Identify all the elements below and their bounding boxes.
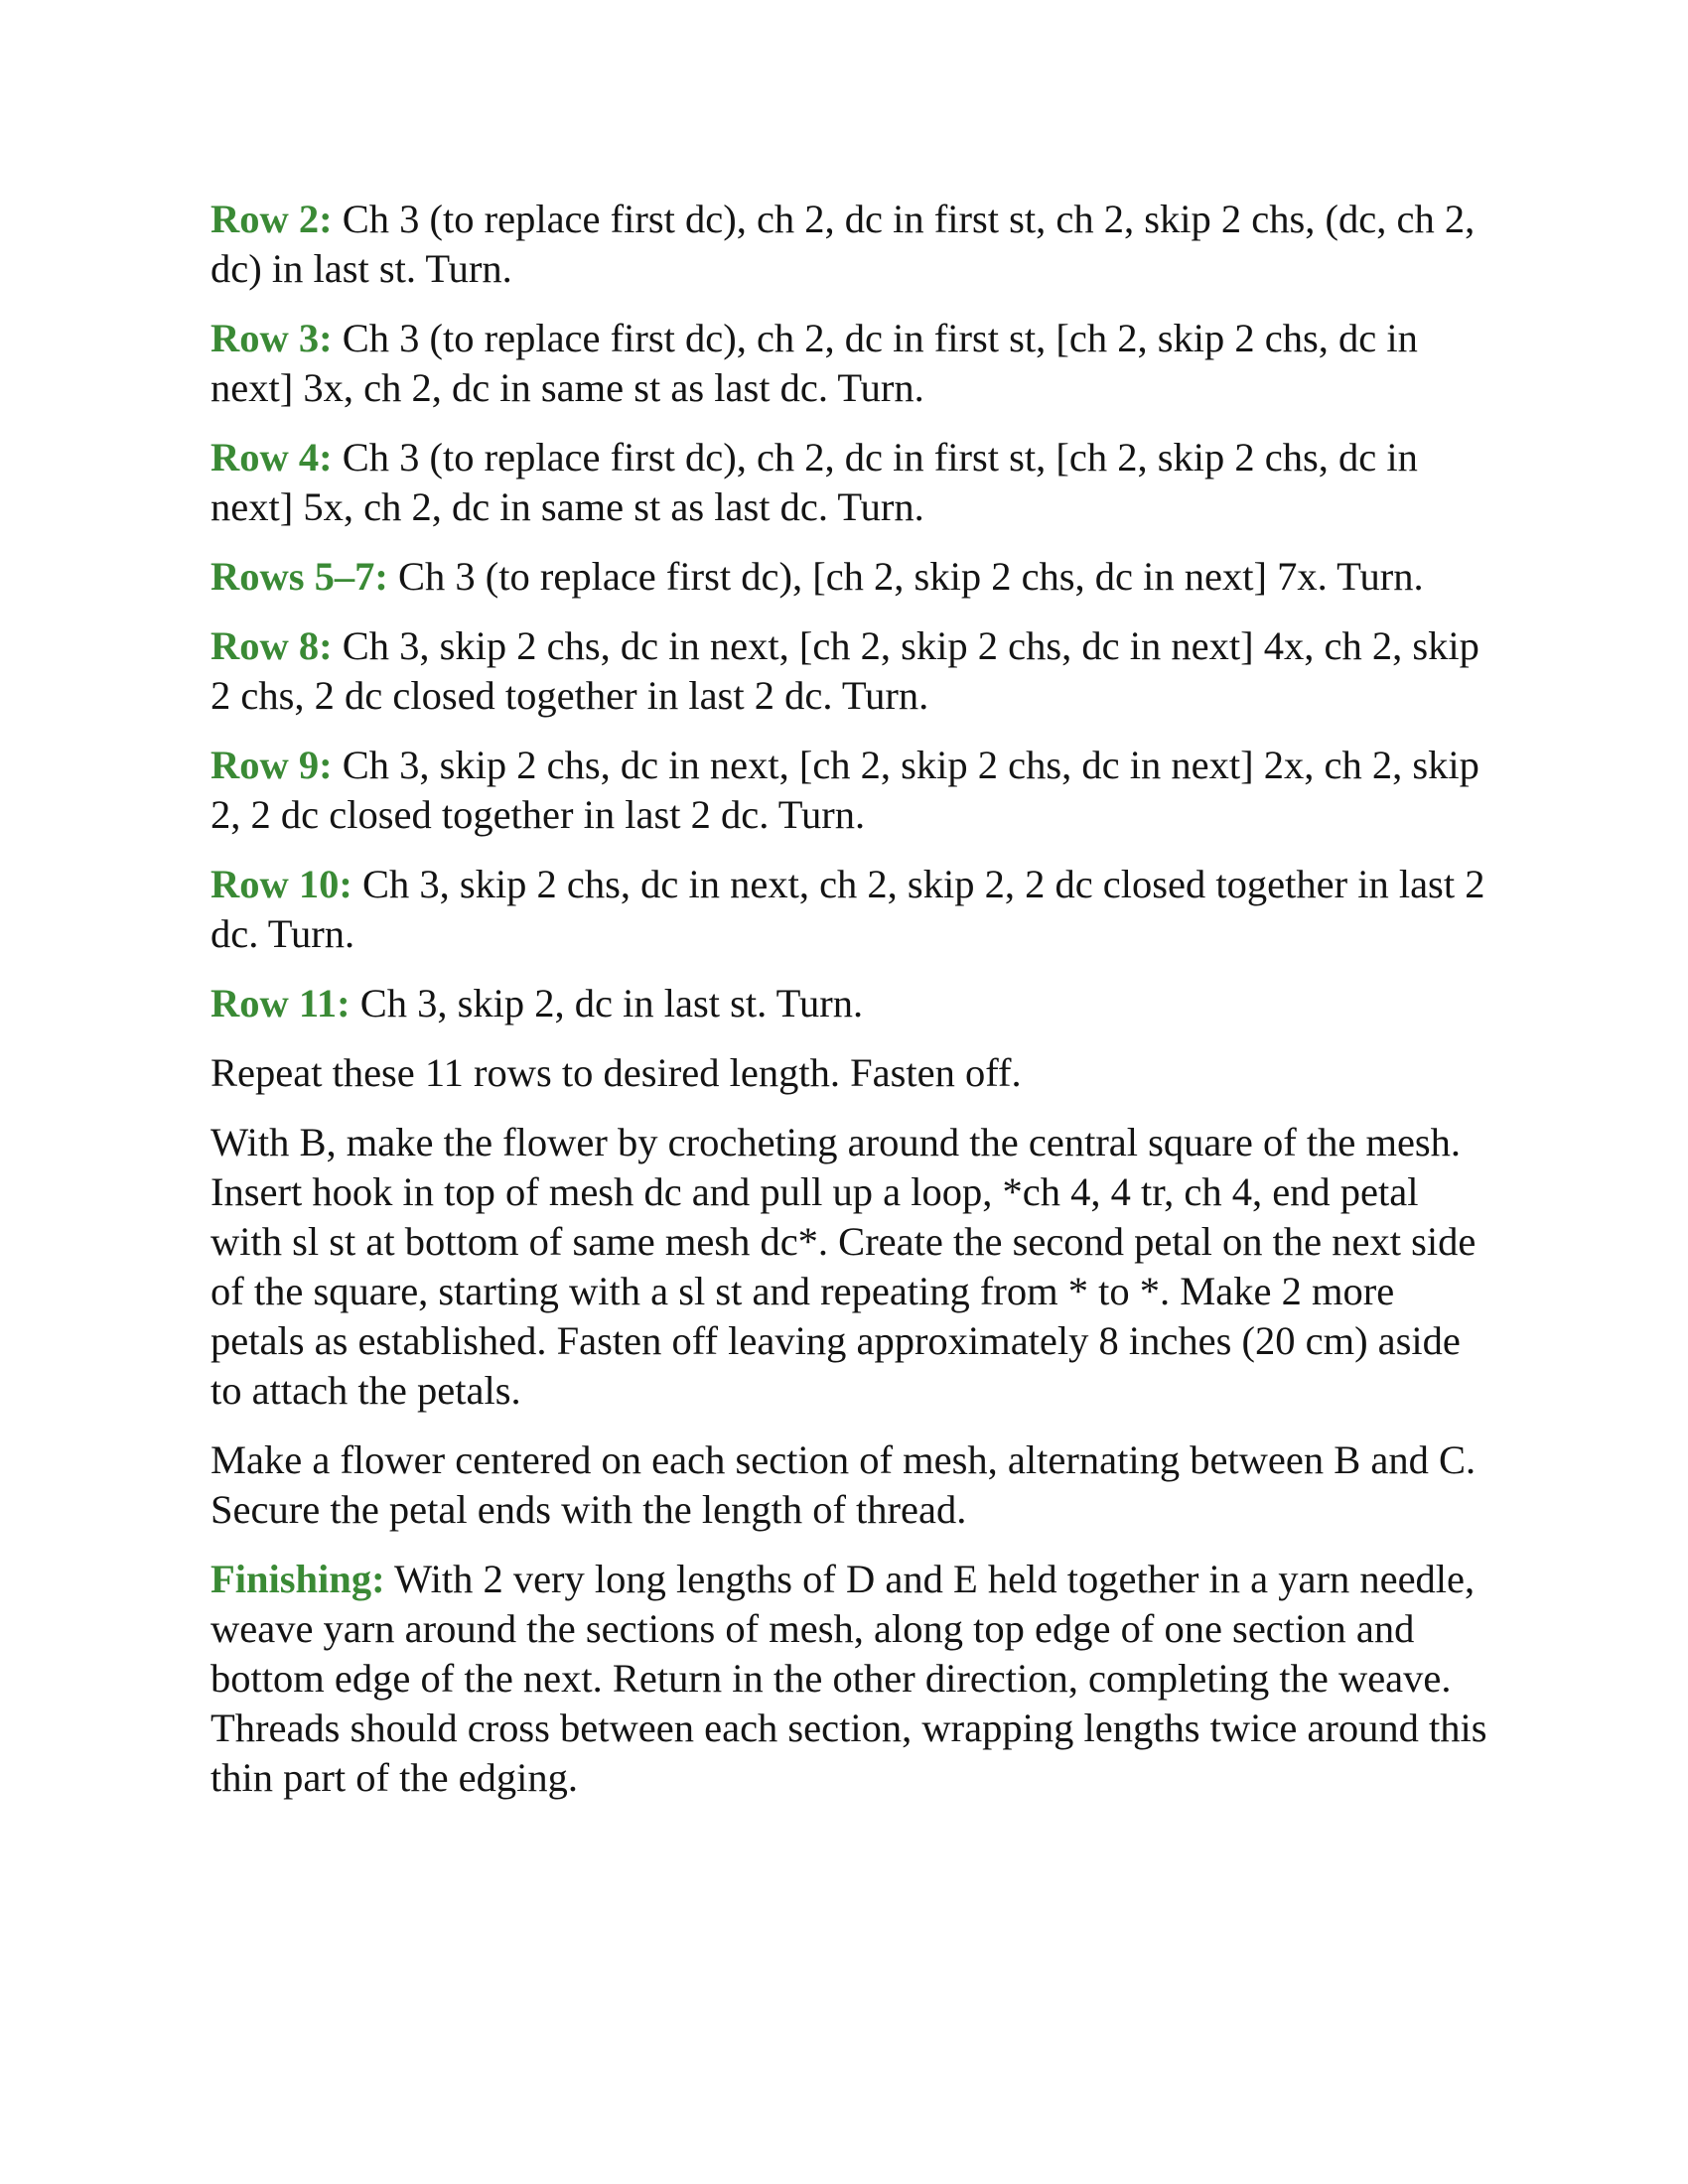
instruction-text: Ch 3, skip 2 chs, dc in next, [ch 2, skip 2 chs, dc in next] 2x, ch 2, skip 2, 2 dc closed together in last 2 dc. Turn. [211,743,1479,837]
instruction-text: Make a flower centered on each section of mesh, alternating between B and C. Secure the petal ends with the length of thread. [211,1437,1477,1532]
finishing-label: Finishing: [211,1557,385,1601]
instruction-text: Ch 3 (to replace first dc), ch 2, dc in first st, [ch 2, skip 2 chs, dc in next] 3x, ch 2, dc in same st as last dc. Turn. [211,316,1418,410]
row-label: Rows 5–7: [211,554,388,599]
instruction-text: Repeat these 11 rows to desired length. Fasten off. [211,1050,1022,1095]
instruction-text: Ch 3, skip 2 chs, dc in next, [ch 2, skip 2 chs, dc in next] 4x, ch 2, skip 2 chs, 2 dc closed together in last 2 dc. Turn. [211,623,1479,718]
finishing-instruction [211,1555,1491,1803]
row-label: Row 8: [211,623,333,668]
instruction-text: Ch 3, skip 2 chs, dc in next, ch 2, skip 2, 2 dc closed together in last 2 dc. Turn. [211,862,1485,956]
row-11-instruction [211,979,1491,1028]
row-label: Row 4: [211,435,333,479]
row-10-instruction [211,860,1491,959]
row-label: Row 3: [211,316,333,360]
instruction-text: Ch 3 (to replace first dc), [ch 2, skip 2 chs, dc in next] 7x. Turn. [387,554,1424,599]
instruction-text: Ch 3, skip 2, dc in last st. Turn. [350,981,864,1025]
instruction-text: Ch 3 (to replace first dc), ch 2, dc in first st, ch 2, skip 2 chs, (dc, ch 2, dc) in last st. Turn. [211,197,1476,291]
document-page [211,195,1491,1823]
repeat-instruction [211,1048,1491,1098]
instruction-text: Ch 3 (to replace first dc), ch 2, dc in first st, [ch 2, skip 2 chs, dc in next] 5x, ch 2, dc in same st as last dc. Turn. [211,435,1418,529]
row-9-instruction [211,741,1491,840]
row-2-instruction [211,195,1491,294]
row-8-instruction [211,621,1491,721]
instruction-text: With B, make the flower by crocheting around the central square of the mesh. Insert hook in top of mesh dc and pull up a loop, *ch 4, 4 tr, ch 4, end petal with sl st at bottom of same mesh dc*. Create the second petal on the next side of the square, starting with a sl st and repeating from * to *. Make 2 more petals as established. Fasten off leaving approximately 8 inches (20 cm) aside to attach the petals. [211,1120,1477,1413]
flower-instruction [211,1118,1491,1416]
row-4-instruction [211,433,1491,532]
row-3-instruction [211,314,1491,413]
row-label: Row 2: [211,197,333,241]
instruction-text: With 2 very long lengths of D and E held together in a yarn needle, weave yarn around the sections of mesh, along top edge of one section and bottom edge of the next. Return in the other direction, completing the weave. Threads should cross between each section, wrapping lengths twice around this thin part of the edging. [211,1557,1487,1800]
flower-placement-instruction [211,1435,1491,1535]
rows-5-7-instruction [211,552,1491,602]
row-label: Row 10: [211,862,352,906]
row-label: Row 9: [211,743,333,787]
row-label: Row 11: [211,981,351,1025]
